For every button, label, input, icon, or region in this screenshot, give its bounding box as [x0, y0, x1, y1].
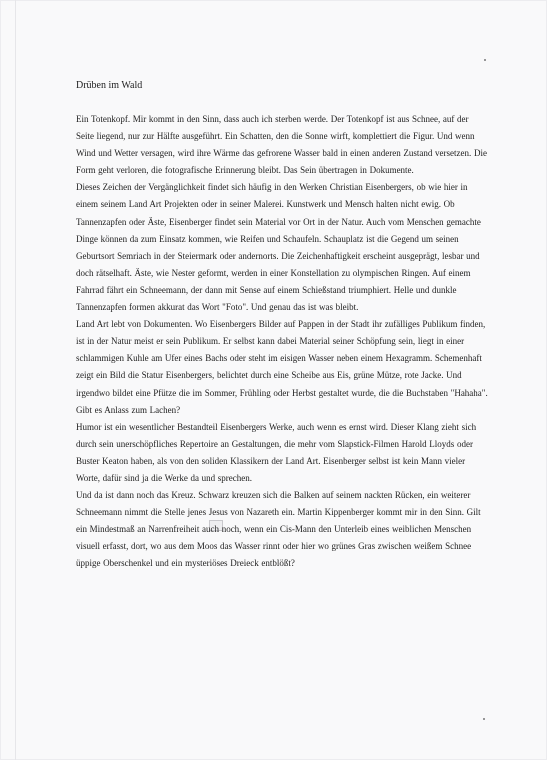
scan-speck [484, 59, 486, 61]
document-title: Drüben im Wald [76, 80, 143, 91]
paragraph: Und da ist dann noch das Kreuz. Schwarz kreuzen sich die Balken auf seinem nackten Rücken, ein weiterer Schneemann nimmt die Stelle jenes Jesus von Nazareth ein. Martin Kippenberger kommt mir in den Sinn. Gilt ein Mindestmaß an Narrenfreiheit auch noch, wenn ein Cis-Mann den Unterleib eines weiblichen Menschen visuell erfasst, dort, wo aus dem Moos das Wasser rinnt oder hier wo grünes Gras zwischen weißem Schnee üppige Oberschenkel und ein mysteriöses Dreieck entblößt? [76, 490, 481, 569]
document-body [76, 79, 488, 573]
scan-speck [483, 718, 485, 720]
paragraph: Ein Totenkopf. Mir kommt in den Sinn, dass auch ich sterben werde. Der Totenkopf ist aus Schnee, auf der Seite liegend, nur zur Hälfte ausgeführt. Ein Schatten, den die Sonne wirft, komplettiert die Figur. Und wenn Wind und Wetter versagen, wird ihre Wärme das gefrorene Wasser bald in einen anderen Zustand versetzen. Die Form geht verloren, die fotografische Erinnerung bleibt. Das Sein übertragen in Dokumente. [76, 114, 487, 176]
page-edge [15, 0, 16, 760]
paragraph: Land Art lebt von Dokumenten. Wo Eisenbergers Bilder auf Pappen in der Stadt ihr zufälliges Publikum finden, ist in der Natur meist er sein Publikum. Er selbst kann dabei Material seiner Schöpfung sein, liegt in einer schlammigen Kuhle am Ufer eines Bachs oder steht im eisigen Wasser neben einem Hexagramm. Schemenhaft zeigt ein Bild die Statur Eisenbergers, belichtet durch eine Scheibe aus Eis, grüne Mütze, rote Jacke. Und irgendwo bildet eine Pfütze die im Sommer, Frühling oder Herbst gestaltet wurde, die die Buchstaben "Hahaha". Gibt es Anlass zum Lachen? [76, 319, 488, 415]
paragraph: Humor ist ein wesentlicher Bestandteil Eisenbergers Werke, auch wenn es ernst wird. Dieser Klang zieht sich durch sein unerschöpfliches Repertoire an Gestaltungen, die mehr vom Slapstick-Filmen Harold Lloyds oder Buster Keaton haben, als von den soliden Klassikern der Land Art. Eisenberger selbst ist kein Mann vieler Worte, dafür sind ja die Werke da und sprechen. [76, 421, 477, 483]
paragraph: Dieses Zeichen der Vergänglichkeit findet sich häufig in den Werken Christian Eisenbergers, ob wie hier in einem seinem Land Art Projekten oder in seiner Malerei. Kunstwerk und Mensch halten nicht ewig. Ob Tannenzapfen oder Äste, Eisenberger findet sein Material vor Ort in der Natur. Auch vom Menschen gemachte Dinge können da zum Einsatz kommen, wie Reifen und Schaufeln. Schauplatz ist die Gegend um seinen Geburtsort Semriach in der Steiermark oder andernorts. Die Zeichenhaftigkeit erscheint ausgeprägt, lesbar und doch rätselhaft. Äste, wie Nester geformt, werden in einer Konstellation zu olympischen Ringen. Auf einem Fahrrad fährt ein Schneemann, der dann mit Sense auf einem Schießstand triumphiert. Helle und dunkle Tannenzapfen formen akkurat das Wort "Foto". Und genau das ist was bleibt. [76, 182, 481, 313]
